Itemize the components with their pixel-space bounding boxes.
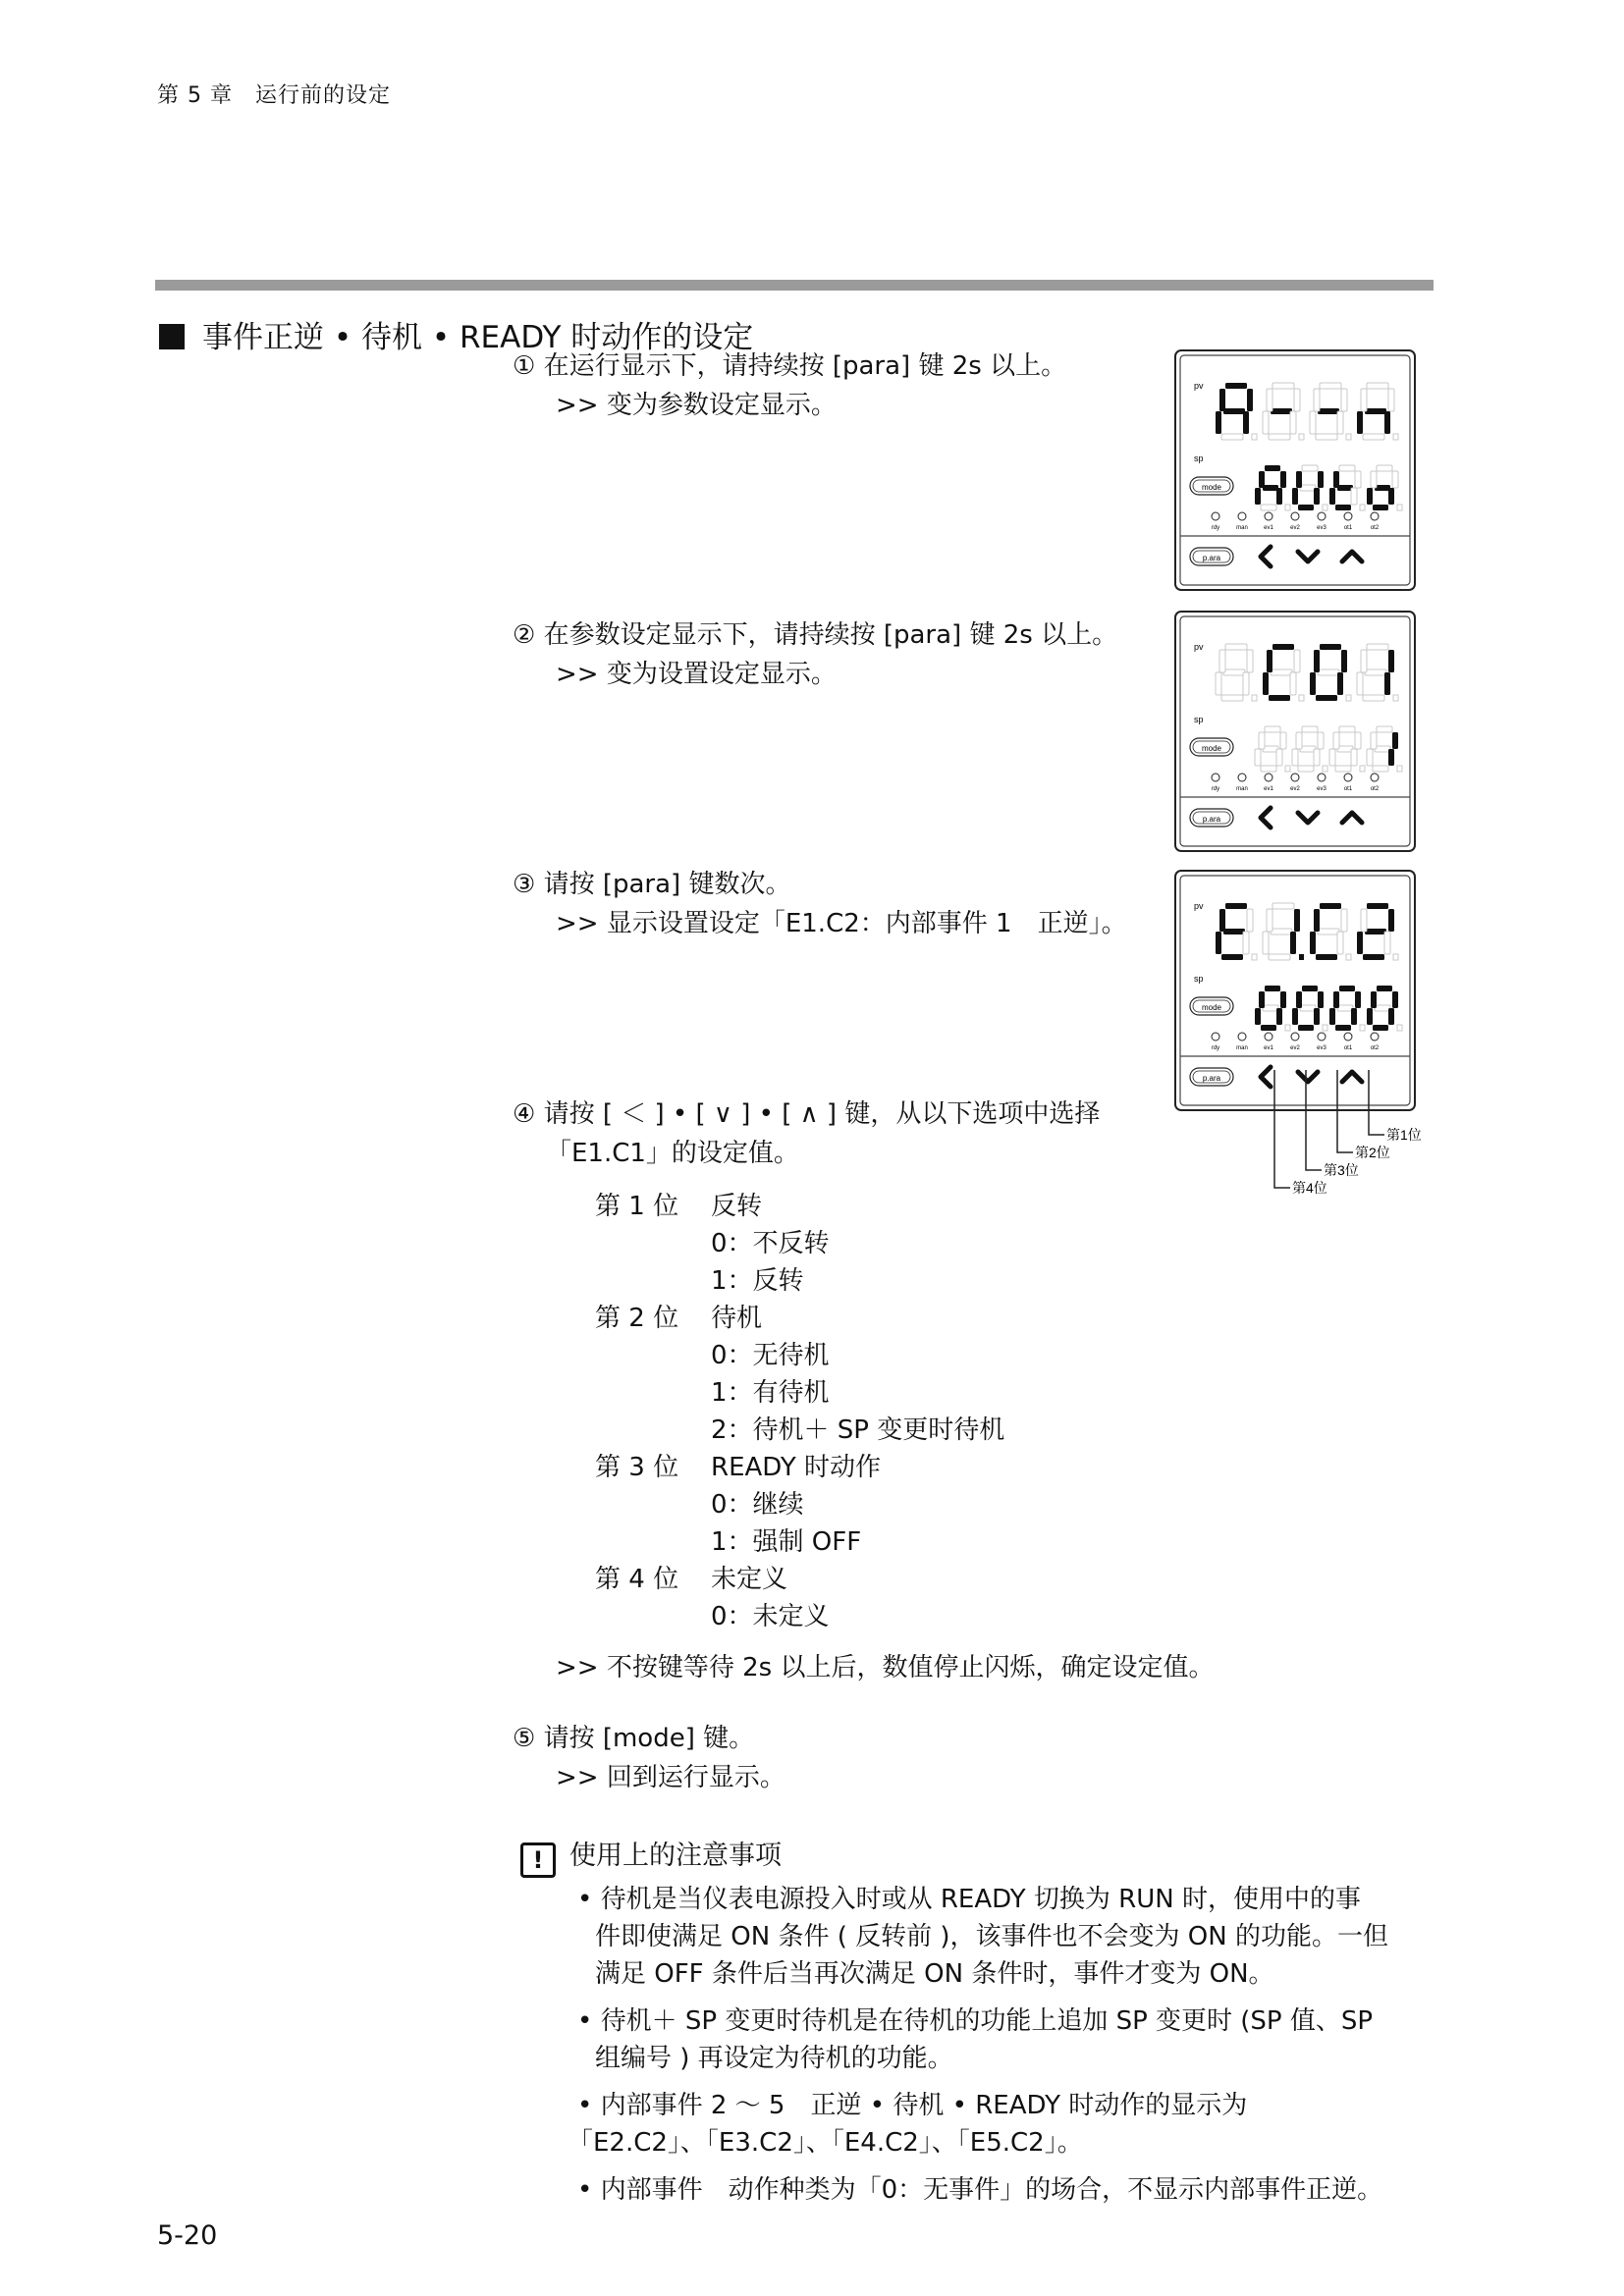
- segment-e: [1263, 932, 1269, 954]
- segment-f: [1314, 650, 1320, 672]
- segment-a: [1339, 986, 1355, 991]
- segment-e: [1357, 672, 1363, 695]
- note-item-4: [577, 2171, 1441, 2209]
- segment-a: [1377, 465, 1392, 471]
- segment-a: [1272, 903, 1294, 909]
- note-line: • 内部事件 2 ～ 5 正逆 • 待机 • READY 时动作的显示为: [577, 2091, 1248, 2120]
- notes-title: 使用上的注意事项: [569, 1841, 782, 1871]
- mode-button[interactable]: [1190, 738, 1233, 756]
- svg-text:ot1: ot1: [1343, 786, 1353, 792]
- segment-f: [1314, 389, 1320, 411]
- segment-d: [1269, 434, 1290, 440]
- segment-f: [1296, 471, 1302, 488]
- segment-d: [1298, 505, 1314, 510]
- segment-g: [1365, 929, 1386, 934]
- segment-g: [1223, 929, 1245, 934]
- segment-b: [1392, 471, 1398, 488]
- decimal-point: [1397, 766, 1402, 772]
- note-line: • 待机＋ SP 变更时待机是在待机的功能上追加 SP 变更时 (SP 值、SP: [577, 2006, 1374, 2036]
- segment-b: [1294, 909, 1300, 932]
- svg-text:rdy: rdy: [1211, 786, 1220, 792]
- segment-c: [1388, 749, 1394, 766]
- para-button[interactable]: [1190, 548, 1233, 565]
- segment-a: [1320, 644, 1341, 650]
- segment-f: [1361, 650, 1367, 672]
- segment-c: [1276, 488, 1282, 505]
- segment-b: [1355, 471, 1361, 488]
- segment-f: [1259, 732, 1265, 749]
- segment-e: [1357, 411, 1363, 434]
- segment-d: [1316, 695, 1337, 701]
- segment-d: [1221, 954, 1243, 960]
- segment-a: [1367, 644, 1388, 650]
- segment-f: [1333, 732, 1339, 749]
- segment-b: [1392, 732, 1398, 749]
- controller-panel-1: [1174, 349, 1416, 595]
- page-number: 5-20: [157, 2220, 218, 2251]
- svg-text:man: man: [1236, 1045, 1248, 1051]
- svg-text:ot1: ot1: [1343, 525, 1353, 531]
- section-divider: [155, 280, 1434, 291]
- segment-c: [1384, 672, 1390, 695]
- section-title-text: 事件正逆 • 待机 • READY 时动作的设定: [202, 320, 754, 355]
- segment-f: [1296, 991, 1302, 1008]
- svg-text:ev2: ev2: [1290, 1045, 1300, 1051]
- segment-f: [1371, 991, 1377, 1008]
- step-1-instruction: ① 在运行显示下，请持续按 [para] 键 2s 以上。: [513, 351, 1067, 381]
- segment-a: [1339, 465, 1355, 471]
- segment-f: [1267, 650, 1272, 672]
- segment-d: [1221, 434, 1243, 440]
- segment-b: [1355, 732, 1361, 749]
- segment-a: [1272, 383, 1294, 389]
- segment-c: [1351, 1008, 1357, 1025]
- segment-a: [1272, 644, 1294, 650]
- segment-c: [1290, 932, 1296, 954]
- segment-g: [1365, 408, 1386, 414]
- segment-a: [1302, 726, 1318, 732]
- segment-d: [1363, 954, 1384, 960]
- segment-e: [1329, 488, 1335, 505]
- segment-e: [1357, 932, 1363, 954]
- segment-f: [1259, 471, 1265, 488]
- position-name: READY 时动作: [711, 1453, 882, 1482]
- note-item-2: [577, 2002, 1441, 2077]
- segment-f: [1333, 991, 1339, 1008]
- svg-text:ev3: ev3: [1317, 1045, 1326, 1051]
- decimal-point: [1323, 505, 1327, 510]
- segment-c: [1314, 1008, 1320, 1025]
- decimal-point: [1285, 1025, 1290, 1031]
- svg-text:ev1: ev1: [1264, 1045, 1273, 1051]
- segment-a: [1302, 986, 1318, 991]
- segment-b: [1388, 909, 1394, 932]
- segment-c: [1337, 672, 1343, 695]
- segment-a: [1225, 903, 1247, 909]
- segment-d: [1269, 695, 1290, 701]
- svg-text:ot2: ot2: [1370, 786, 1380, 792]
- segment-d: [1261, 1025, 1276, 1031]
- segment-b: [1392, 991, 1398, 1008]
- decimal-point: [1393, 695, 1398, 701]
- svg-text:ev3: ev3: [1317, 786, 1326, 792]
- segment-e: [1216, 411, 1221, 434]
- option-value: 1：反转: [711, 1266, 804, 1296]
- warning-icon: !: [520, 1842, 556, 1878]
- segment-f: [1267, 389, 1272, 411]
- step-1-result: >> 变为参数设定显示。: [556, 391, 837, 420]
- segment-e: [1263, 672, 1269, 695]
- svg-text:ot2: ot2: [1370, 525, 1380, 531]
- segment-c: [1384, 932, 1390, 954]
- decimal-point: [1393, 954, 1398, 960]
- segment-b: [1247, 909, 1253, 932]
- option-position-3: [595, 1449, 1004, 1486]
- segment-c: [1243, 672, 1249, 695]
- segment-a: [1225, 383, 1247, 389]
- callout-pos-4: 第4位: [1292, 1180, 1327, 1196]
- segment-d: [1335, 1025, 1351, 1031]
- segment-e: [1310, 932, 1316, 954]
- option-value: 1：有待机: [711, 1378, 830, 1408]
- segment-f: [1267, 909, 1272, 932]
- segment-g: [1271, 408, 1292, 414]
- segment-b: [1341, 909, 1347, 932]
- segment-e: [1367, 1008, 1373, 1025]
- note-item-3: [568, 2087, 1441, 2162]
- svg-text:rdy: rdy: [1211, 525, 1220, 531]
- segment-f: [1333, 471, 1339, 488]
- segment-g: [1223, 669, 1245, 675]
- segment-a: [1265, 726, 1280, 732]
- segment-g: [1263, 1005, 1278, 1011]
- note-line: 满足 OFF 条件后当再次满足 ON 条件时，事件才变为 ON。: [595, 1959, 1274, 1989]
- position-name: 反转: [711, 1192, 763, 1221]
- segment-g: [1271, 669, 1292, 675]
- segment-e: [1255, 749, 1261, 766]
- segment-a: [1302, 465, 1318, 471]
- segment-a: [1367, 903, 1388, 909]
- segment-g: [1375, 1005, 1390, 1011]
- segment-g: [1263, 485, 1278, 491]
- position-label: 第 2 位: [595, 1304, 679, 1333]
- segment-a: [1265, 465, 1280, 471]
- segment-b: [1318, 471, 1324, 488]
- segment-e: [1310, 672, 1316, 695]
- step-5-instruction: ⑤ 请按 [mode] 键。: [513, 1724, 755, 1753]
- segment-e: [1292, 488, 1298, 505]
- svg-text:p.ara: p.ara: [1202, 815, 1221, 824]
- segment-g: [1300, 485, 1316, 491]
- segment-a: [1225, 644, 1247, 650]
- segment-g: [1318, 669, 1339, 675]
- callout-pos-2: 第2位: [1355, 1145, 1390, 1160]
- segment-c: [1276, 749, 1282, 766]
- svg-text:ot1: ot1: [1343, 1045, 1353, 1051]
- segment-c: [1384, 411, 1390, 434]
- segment-g: [1318, 408, 1339, 414]
- decimal-point: [1252, 695, 1257, 701]
- segment-c: [1314, 488, 1320, 505]
- segment-b: [1318, 732, 1324, 749]
- step-2-instruction: ② 在参数设定显示下，请持续按 [para] 键 2s 以上。: [513, 620, 1118, 650]
- svg-text:mode: mode: [1201, 1003, 1222, 1012]
- segment-e: [1216, 932, 1221, 954]
- segment-d: [1316, 954, 1337, 960]
- option-list: [595, 1188, 1004, 1635]
- svg-text:rdy: rdy: [1211, 1045, 1220, 1051]
- segment-d: [1373, 1025, 1388, 1031]
- segment-a: [1377, 986, 1392, 991]
- sp-label: sp: [1194, 454, 1204, 463]
- segment-d: [1373, 766, 1388, 772]
- segment-e: [1329, 749, 1335, 766]
- segment-b: [1294, 650, 1300, 672]
- segment-f: [1371, 471, 1377, 488]
- segment-d: [1261, 766, 1276, 772]
- segment-d: [1363, 434, 1384, 440]
- decimal-point: [1299, 695, 1304, 701]
- segment-a: [1367, 383, 1388, 389]
- option-value: 2：待机＋ SP 变更时待机: [711, 1415, 1005, 1445]
- segment-b: [1355, 991, 1361, 1008]
- segment-b: [1388, 389, 1394, 411]
- segment-f: [1314, 909, 1320, 932]
- callout-pos-3: 第3位: [1324, 1162, 1359, 1178]
- segment-d: [1363, 695, 1384, 701]
- segment-e: [1216, 672, 1221, 695]
- segment-c: [1351, 488, 1357, 505]
- svg-text:ev3: ev3: [1317, 525, 1326, 531]
- svg-text:mode: mode: [1201, 483, 1222, 492]
- note-line: 组编号 ) 再设定为待机的功能。: [595, 2044, 953, 2073]
- pv-label: pv: [1194, 642, 1204, 652]
- segment-d: [1373, 505, 1388, 510]
- decimal-point: [1346, 695, 1351, 701]
- decimal-point: [1323, 1025, 1327, 1031]
- segment-g: [1318, 929, 1339, 934]
- sp-label: sp: [1194, 974, 1204, 984]
- decimal-point: [1252, 954, 1257, 960]
- decimal-point: [1323, 766, 1327, 772]
- decimal-point: [1346, 954, 1351, 960]
- position-label: 第 3 位: [595, 1453, 679, 1482]
- segment-g: [1365, 669, 1386, 675]
- svg-text:p.ara: p.ara: [1202, 1074, 1221, 1083]
- decimal-point: [1285, 505, 1290, 510]
- svg-text:ot2: ot2: [1370, 1045, 1380, 1051]
- para-button[interactable]: [1190, 809, 1233, 827]
- segment-d: [1221, 695, 1243, 701]
- svg-text:mode: mode: [1201, 744, 1222, 753]
- position-label: 第 4 位: [595, 1565, 679, 1594]
- note-item-1: [577, 1881, 1441, 1993]
- pv-label: pv: [1194, 381, 1204, 391]
- chapter-header: 第 5 章 运行前的设定: [157, 83, 391, 108]
- decimal-point: [1299, 954, 1304, 960]
- segment-a: [1339, 726, 1355, 732]
- segment-c: [1388, 1008, 1394, 1025]
- position-label: 第 1 位: [595, 1192, 679, 1221]
- pv-label: pv: [1194, 901, 1204, 911]
- svg-text:ev1: ev1: [1264, 525, 1273, 531]
- segment-c: [1290, 411, 1296, 434]
- note-line: 「E2.C2」、「E3.C2」、「E4.C2」、「E5.C2」。: [568, 2128, 1083, 2158]
- segment-b: [1280, 471, 1286, 488]
- decimal-point: [1252, 434, 1257, 440]
- segment-f: [1259, 991, 1265, 1008]
- decimal-point: [1360, 505, 1365, 510]
- segment-d: [1298, 1025, 1314, 1031]
- segment-c: [1276, 1008, 1282, 1025]
- segment-f: [1361, 389, 1367, 411]
- segment-b: [1318, 991, 1324, 1008]
- segment-a: [1265, 986, 1280, 991]
- segment-f: [1219, 650, 1225, 672]
- option-value: 0：未定义: [711, 1602, 830, 1631]
- note-line: 件即使满足 ON 条件 ( 反转前 )，该事件也不会变为 ON 的功能。一但: [595, 1922, 1388, 1951]
- decimal-point: [1360, 766, 1365, 772]
- svg-text:p.ara: p.ara: [1202, 554, 1221, 562]
- segment-b: [1247, 650, 1253, 672]
- segment-f: [1371, 732, 1377, 749]
- segment-c: [1243, 932, 1249, 954]
- segment-c: [1314, 749, 1320, 766]
- square-bullet-icon: [159, 324, 185, 349]
- decimal-point: [1299, 434, 1304, 440]
- segment-e: [1255, 488, 1261, 505]
- segment-e: [1367, 749, 1373, 766]
- segment-f: [1296, 732, 1302, 749]
- decimal-point: [1346, 434, 1351, 440]
- svg-text:man: man: [1236, 525, 1248, 531]
- option-position-4: [595, 1561, 1004, 1598]
- segment-g: [1271, 929, 1292, 934]
- option-value: 0：无待机: [711, 1341, 830, 1370]
- segment-c: [1351, 749, 1357, 766]
- option-value: 0：继续: [711, 1490, 804, 1520]
- segment-f: [1219, 909, 1225, 932]
- segment-b: [1247, 389, 1253, 411]
- segment-e: [1310, 411, 1316, 434]
- position-name: 待机: [711, 1304, 763, 1333]
- decimal-point: [1360, 1025, 1365, 1031]
- decimal-point: [1285, 766, 1290, 772]
- segment-g: [1337, 1005, 1353, 1011]
- segment-c: [1337, 932, 1343, 954]
- note-line: • 内部事件 动作种类为「0：无事件」的场合，不显示内部事件正逆。: [577, 2175, 1383, 2205]
- svg-text:man: man: [1236, 786, 1248, 792]
- segment-e: [1329, 1008, 1335, 1025]
- segment-a: [1320, 383, 1341, 389]
- segment-e: [1292, 1008, 1298, 1025]
- segment-d: [1335, 505, 1351, 510]
- svg-text:ev1: ev1: [1264, 786, 1273, 792]
- segment-g: [1223, 408, 1245, 414]
- segment-b: [1294, 389, 1300, 411]
- segment-f: [1361, 909, 1367, 932]
- segment-b: [1280, 991, 1286, 1008]
- segment-c: [1388, 488, 1394, 505]
- decimal-point: [1397, 505, 1402, 510]
- step-2-result: >> 变为设置设定显示。: [556, 660, 837, 689]
- segment-c: [1243, 411, 1249, 434]
- segment-c: [1290, 672, 1296, 695]
- confirm-text: >> 不按键等待 2s 以上后，数值停止闪烁，确定设定值。: [556, 1653, 1215, 1682]
- step-5-result: >> 回到运行显示。: [556, 1763, 785, 1792]
- controller-panel-2: [1174, 611, 1416, 856]
- segment-d: [1269, 954, 1290, 960]
- segment-d: [1261, 505, 1276, 510]
- segment-a: [1320, 903, 1341, 909]
- step-4-instruction: ④ 请按 [ ＜ ] • [ ∨ ] • [ ∧ ] 键，从以下选项中选择: [513, 1099, 1101, 1129]
- option-position-2: [595, 1300, 1004, 1337]
- notes-heading: [520, 1834, 782, 1878]
- segment-b: [1341, 389, 1347, 411]
- segment-e: [1263, 411, 1269, 434]
- digit-callout-lines: [1247, 1070, 1422, 1207]
- step-4-target: 「E1.C1」的设定值。: [546, 1139, 799, 1168]
- segment-a: [1377, 726, 1392, 732]
- mode-button[interactable]: [1190, 997, 1233, 1015]
- segment-d: [1335, 766, 1351, 772]
- segment-f: [1219, 389, 1225, 411]
- step-3-instruction: ③ 请按 [para] 键数次。: [513, 870, 791, 899]
- note-line: • 待机是当仪表电源投入时或从 READY 切换为 RUN 时，使用中的事: [577, 1885, 1361, 1914]
- option-position-1: [595, 1188, 1004, 1225]
- position-name: 未定义: [711, 1565, 788, 1594]
- segment-c: [1337, 411, 1343, 434]
- segment-b: [1388, 650, 1394, 672]
- decimal-point: [1397, 1025, 1402, 1031]
- segment-e: [1367, 488, 1373, 505]
- svg-text:ev2: ev2: [1290, 786, 1300, 792]
- option-value: 1：强制 OFF: [711, 1527, 862, 1557]
- decimal-point: [1393, 434, 1398, 440]
- step-3-result: >> 显示设置设定「E1.C2：内部事件 1 正逆」。: [556, 909, 1127, 938]
- segment-e: [1255, 1008, 1261, 1025]
- segment-g: [1300, 1005, 1316, 1011]
- segment-b: [1341, 650, 1347, 672]
- mode-button[interactable]: [1190, 477, 1233, 495]
- para-button[interactable]: [1190, 1068, 1233, 1086]
- option-value: 0：不反转: [711, 1229, 830, 1258]
- segment-e: [1292, 749, 1298, 766]
- segment-d: [1316, 434, 1337, 440]
- segment-d: [1298, 766, 1314, 772]
- callout-pos-1: 第1位: [1386, 1127, 1422, 1143]
- svg-text:ev2: ev2: [1290, 525, 1300, 531]
- sp-label: sp: [1194, 715, 1204, 724]
- segment-b: [1280, 732, 1286, 749]
